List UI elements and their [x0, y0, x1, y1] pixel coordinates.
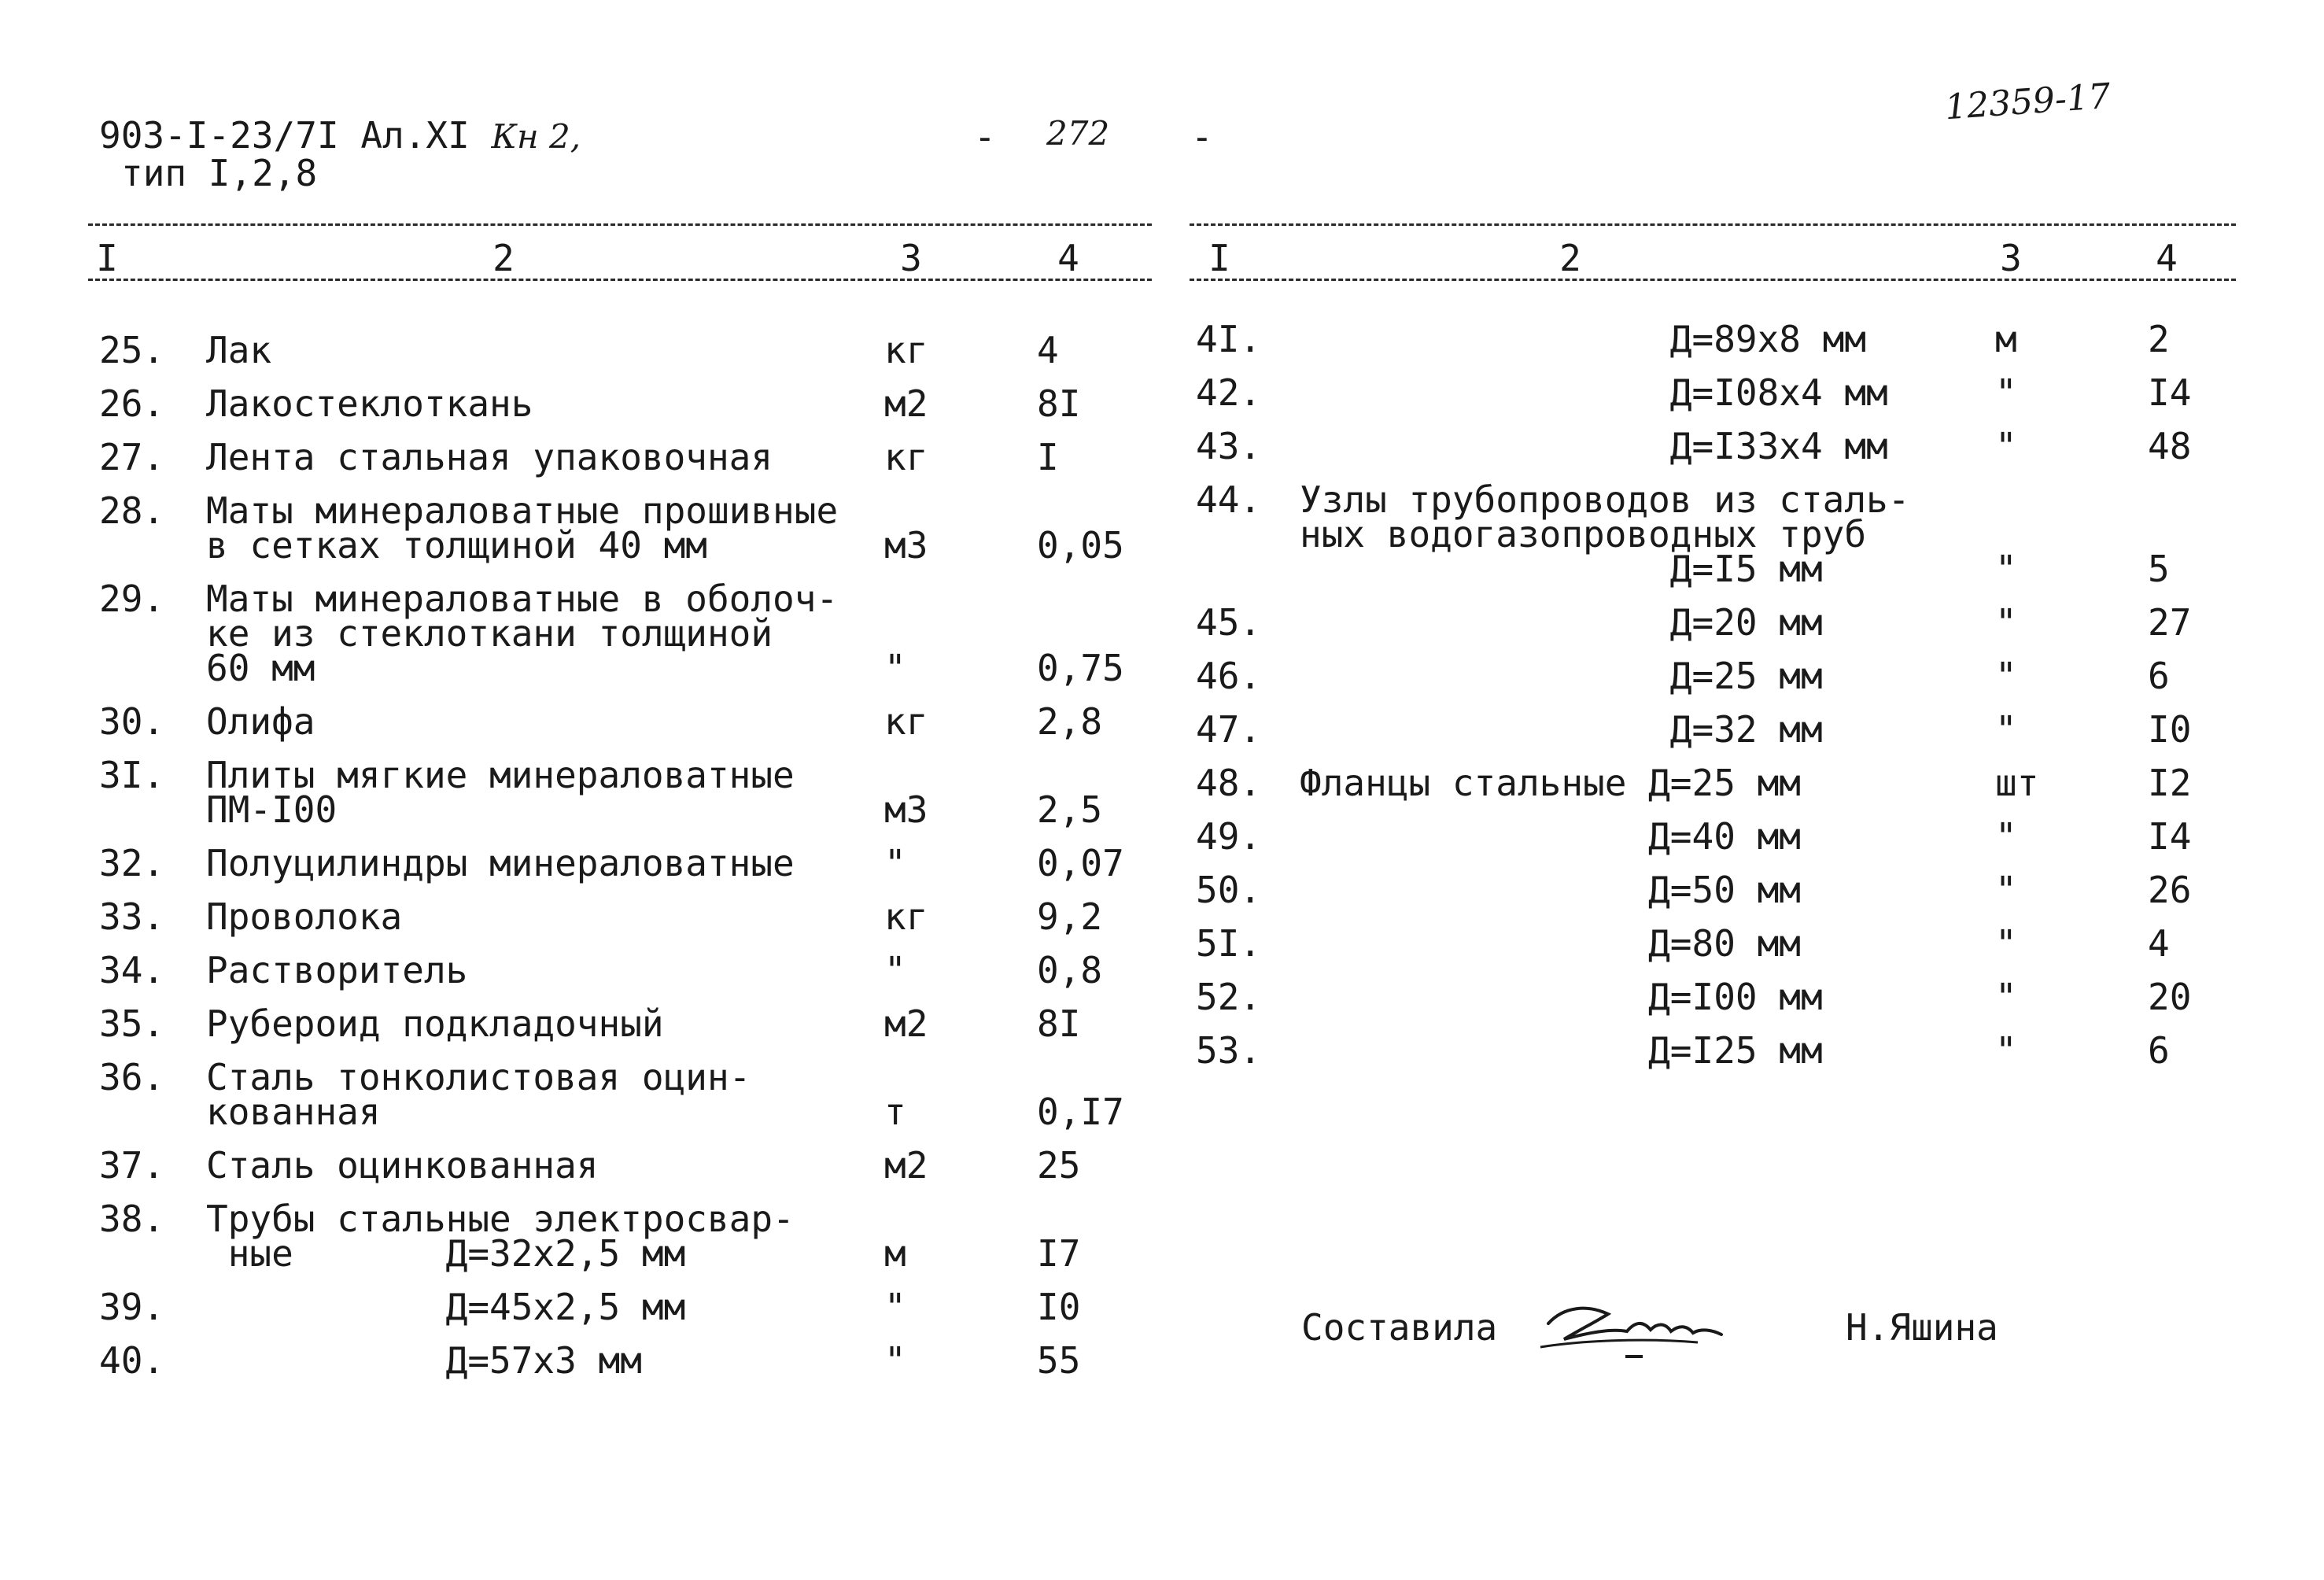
row-number: 36.: [99, 1056, 165, 1098]
table-row: [1196, 710, 2242, 763]
table-row: [1196, 319, 2242, 373]
compiled-by-label: Составила: [1301, 1306, 1498, 1349]
table-row: [1196, 373, 2242, 426]
row-number: 47.: [1196, 708, 1262, 751]
row-description-line: Д=50 мм: [1300, 869, 1801, 911]
row-quantity: 8I: [1037, 1002, 1081, 1045]
row-description-line: Рубероид подкладочный: [206, 1002, 664, 1045]
row-quantity: 0,05: [1037, 524, 1124, 567]
row-unit: т: [884, 1091, 906, 1133]
table-row: [99, 755, 1161, 844]
table-row: [99, 702, 1161, 755]
row-number: 42.: [1196, 371, 1262, 414]
table-row: [99, 437, 1161, 491]
table-row: [99, 951, 1161, 1004]
row-description-line: Д=32 мм: [1300, 708, 1823, 751]
row-unit: м2: [884, 1002, 928, 1045]
table-row: [99, 1341, 1161, 1394]
row-unit: кг: [884, 329, 928, 371]
book-number: Кн 2,: [491, 117, 581, 156]
row-unit: ": [884, 647, 906, 689]
row-description-line: Олифа: [206, 700, 315, 743]
row-description-line: Д=20 мм: [1300, 601, 1823, 644]
handwritten-signature: [1533, 1283, 1737, 1369]
table-row: [1196, 924, 2242, 977]
row-unit: ": [884, 1286, 906, 1328]
row-unit: ": [1995, 708, 2017, 751]
row-quantity: 55: [1037, 1339, 1081, 1382]
row-number: 45.: [1196, 601, 1262, 644]
row-unit: м: [1995, 318, 2017, 360]
row-quantity: 9,2: [1037, 895, 1103, 938]
row-description-line: Д=I08х4 мм: [1300, 371, 1888, 414]
row-number: 32.: [99, 842, 165, 884]
row-quantity: I4: [2148, 815, 2192, 858]
row-number: 52.: [1196, 976, 1262, 1018]
row-description-line: Д=45х2,5 мм: [206, 1286, 686, 1328]
row-unit: ": [1995, 815, 2017, 858]
right-table-header-rule: [1190, 279, 2236, 281]
row-number: 4I.: [1196, 318, 1262, 360]
table-row: [99, 1146, 1161, 1199]
row-quantity: 0,07: [1037, 842, 1124, 884]
table-row: [99, 1199, 1161, 1287]
table-row: [99, 1058, 1161, 1146]
row-number: 30.: [99, 700, 165, 743]
left-table-top-rule: [88, 223, 1152, 226]
row-number: 35.: [99, 1002, 165, 1045]
row-unit: м3: [884, 524, 928, 567]
row-description-line: Д=I00 мм: [1300, 976, 1823, 1018]
row-description-line: Проволока: [206, 895, 403, 938]
compiler-name: Н.Яшина: [1846, 1306, 1998, 1349]
row-quantity: I2: [2148, 762, 2192, 804]
left-col-4-header: 4: [1057, 237, 1079, 279]
row-description-line: Д=I25 мм: [1300, 1029, 1823, 1072]
right-col-1-header: I: [1208, 237, 1230, 279]
row-quantity: 48: [2148, 425, 2192, 467]
row-number: 37.: [99, 1144, 165, 1187]
table-row: [99, 579, 1161, 702]
table-row: [99, 330, 1161, 384]
row-quantity: 26: [2148, 869, 2192, 911]
row-unit: ": [1995, 976, 2017, 1018]
row-unit: ": [1995, 922, 2017, 965]
row-description-line: Д=89х8 мм: [1300, 318, 1867, 360]
document-code: [99, 116, 581, 156]
row-unit: ": [1995, 655, 2017, 697]
row-description-line: Сталь тонколистовая оцин-: [206, 1056, 751, 1098]
row-description-line: Д=I5 мм: [1300, 548, 1823, 590]
document-code-text: 903-I-23/7I Ал.XI: [99, 114, 470, 157]
row-description-line: ные Д=32х2,5 мм: [206, 1232, 686, 1275]
row-description-line: кованная: [206, 1091, 381, 1133]
row-quantity: I0: [1037, 1286, 1081, 1328]
row-description-line: Сталь оцинкованная: [206, 1144, 599, 1187]
row-quantity: 2,8: [1037, 700, 1103, 743]
row-quantity: I7: [1037, 1232, 1081, 1275]
page-number: 272: [1046, 114, 1110, 153]
row-quantity: 0,I7: [1037, 1091, 1124, 1133]
left-table-header-rule: [88, 279, 1152, 281]
row-unit: ": [1995, 1029, 2017, 1072]
row-number: 28.: [99, 489, 165, 532]
row-number: 3I.: [99, 754, 165, 796]
row-description-line: Д=57х3 мм: [206, 1339, 642, 1382]
row-quantity: I4: [2148, 371, 2192, 414]
table-row: [99, 384, 1161, 437]
row-description-line: 60 мм: [206, 647, 315, 689]
row-number: 39.: [99, 1286, 165, 1328]
row-description-line: Плиты мягкие минераловатные: [206, 754, 795, 796]
page-dash-left: -: [974, 116, 996, 158]
table-row: [99, 897, 1161, 951]
row-description-line: Лента стальная упаковочная: [206, 436, 773, 478]
left-col-1-header: I: [96, 237, 118, 279]
table-row: [99, 1004, 1161, 1058]
row-quantity: 8I: [1037, 382, 1081, 425]
row-description-line: Лак: [206, 329, 272, 371]
row-quantity: 4: [1037, 329, 1059, 371]
row-number: 43.: [1196, 425, 1262, 467]
row-quantity: I0: [2148, 708, 2192, 751]
table-row: [1196, 870, 2242, 924]
row-number: 49.: [1196, 815, 1262, 858]
row-quantity: I: [1037, 436, 1059, 478]
row-quantity: 20: [2148, 976, 2192, 1018]
table-row: [1196, 480, 2242, 603]
row-quantity: 0,75: [1037, 647, 1124, 689]
row-description-line: Растворитель: [206, 949, 468, 991]
row-number: 25.: [99, 329, 165, 371]
table-row: [1196, 977, 2242, 1031]
right-col-4-header: 4: [2156, 237, 2178, 279]
row-unit: ": [1995, 601, 2017, 644]
row-unit: кг: [884, 895, 928, 938]
row-unit: м: [884, 1232, 906, 1275]
table-row: [99, 1287, 1161, 1341]
row-number: 27.: [99, 436, 165, 478]
row-description-line: ных водогазопроводных труб: [1300, 513, 1867, 556]
row-description-line: Лакостеклоткань: [206, 382, 533, 425]
row-unit: м3: [884, 788, 928, 831]
row-number: 50.: [1196, 869, 1262, 911]
row-description-line: ке из стеклоткани толщиной: [206, 612, 773, 655]
row-number: 53.: [1196, 1029, 1262, 1072]
table-row: [1196, 763, 2242, 817]
row-number: 33.: [99, 895, 165, 938]
row-unit: ": [1995, 425, 2017, 467]
row-unit: ": [884, 1339, 906, 1382]
row-quantity: 2,5: [1037, 788, 1103, 831]
right-col-2-header: 2: [1559, 237, 1581, 279]
row-description-line: Д=80 мм: [1300, 922, 1801, 965]
row-description-line: Узлы трубопроводов из сталь-: [1300, 478, 1910, 521]
row-quantity: 5: [2148, 548, 2170, 590]
row-unit: шт: [1995, 762, 2039, 804]
table-row: [99, 844, 1161, 897]
row-number: 48.: [1196, 762, 1262, 804]
row-number: 40.: [99, 1339, 165, 1382]
table-row: [1196, 426, 2242, 480]
row-unit: м2: [884, 382, 928, 425]
row-description-line: Полуцилиндры минераловатные: [206, 842, 795, 884]
row-description-line: Фланцы стальные Д=25 мм: [1300, 762, 1801, 804]
row-number: 46.: [1196, 655, 1262, 697]
row-description-line: Д=40 мм: [1300, 815, 1801, 858]
table-row: [1196, 1031, 2242, 1084]
row-description-line: Трубы стальные электросвар-: [206, 1198, 795, 1240]
row-quantity: 27: [2148, 601, 2192, 644]
row-description-line: ПМ-I00: [206, 788, 338, 831]
row-unit: ": [1995, 371, 2017, 414]
row-unit: кг: [884, 700, 928, 743]
page-dash-right: -: [1191, 116, 1213, 158]
row-number: 34.: [99, 949, 165, 991]
row-number: 26.: [99, 382, 165, 425]
row-quantity: 0,8: [1037, 949, 1103, 991]
row-quantity: 6: [2148, 1029, 2170, 1072]
row-description-line: Д=I33х4 мм: [1300, 425, 1888, 467]
row-number: 29.: [99, 578, 165, 620]
left-materials-list: [99, 330, 1161, 1394]
right-materials-list: [1196, 319, 2242, 1084]
row-description-line: Д=25 мм: [1300, 655, 1823, 697]
row-quantity: 2: [2148, 318, 2170, 360]
table-row: [99, 491, 1161, 579]
row-unit: ": [884, 842, 906, 884]
row-unit: ": [1995, 548, 2017, 590]
left-col-3-header: 3: [900, 237, 922, 279]
row-number: 5I.: [1196, 922, 1262, 965]
row-unit: кг: [884, 436, 928, 478]
table-row: [1196, 817, 2242, 870]
row-description-line: Маты минераловатные прошивные: [206, 489, 839, 532]
right-table-top-rule: [1190, 223, 2236, 226]
row-description-line: Маты минераловатные в оболоч-: [206, 578, 839, 620]
row-quantity: 6: [2148, 655, 2170, 697]
row-quantity: 4: [2148, 922, 2170, 965]
row-unit: ": [884, 949, 906, 991]
right-col-3-header: 3: [2000, 237, 2022, 279]
archive-number: 12359-17: [1943, 76, 2112, 128]
row-unit: ": [1995, 869, 2017, 911]
row-number: 44.: [1196, 478, 1262, 521]
row-number: 38.: [99, 1198, 165, 1240]
row-unit: м2: [884, 1144, 928, 1187]
table-row: [1196, 603, 2242, 656]
row-description-line: в сетках толщиной 40 мм: [206, 524, 707, 567]
row-quantity: 25: [1037, 1144, 1081, 1187]
left-col-2-header: 2: [492, 237, 515, 279]
table-row: [1196, 656, 2242, 710]
document-type: тип I,2,8: [121, 152, 318, 194]
